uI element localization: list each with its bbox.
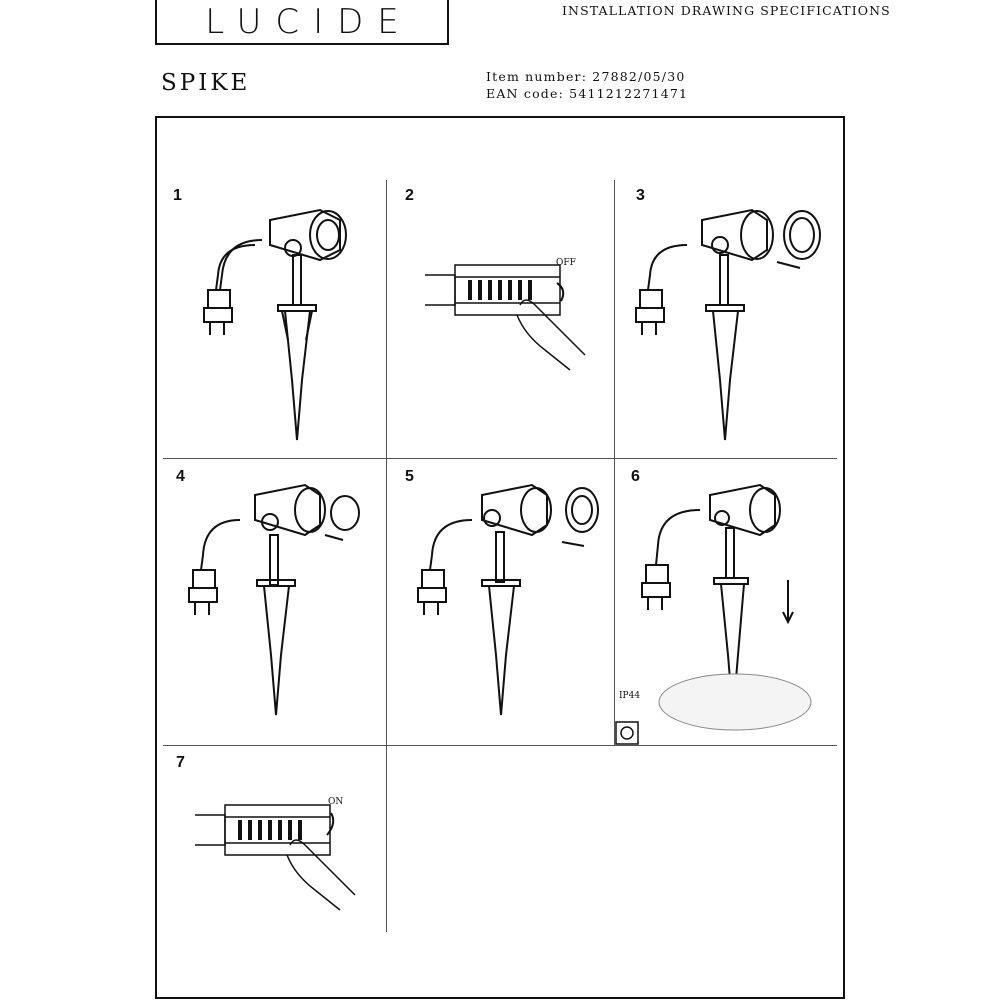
row-divider-2 [163,745,837,746]
product-name: SPIKE [161,70,251,96]
item-number: Item number: 27882/05/30 [486,69,686,84]
step-6-number: 6 [631,468,640,485]
step-5-number: 5 [405,468,414,485]
brand-logo [155,0,449,45]
step-3-number: 3 [636,187,645,204]
breaker-on-illustration [195,805,365,915]
spike-lamp-ground-illustration [630,480,830,745]
breaker-off-illustration [425,265,595,375]
on-label: ON [328,797,344,807]
spike-lamp-illustration-4 [185,480,365,720]
document-title: INSTALLATION DRAWING SPECIFICATIONS [562,3,891,18]
spike-lamp-illustration-5 [412,480,602,720]
ip44-label: IP44 [619,691,641,701]
off-label: OFF [556,258,576,268]
step-4-number: 4 [176,468,185,485]
step-2-number: 2 [405,187,414,204]
row-divider-1 [163,458,837,459]
step-1-number: 1 [173,187,182,204]
col-divider-1 [386,180,387,932]
brand-logo-text: LUCIDE [205,1,413,42]
product-info [486,68,688,102]
ean-code: EAN code: 5411212271471 [486,86,689,101]
col-divider-2 [614,180,615,745]
spike-lamp-illustration-3 [632,200,822,445]
spike-lamp-illustration-1 [200,200,350,445]
step-7-number: 7 [176,754,185,771]
